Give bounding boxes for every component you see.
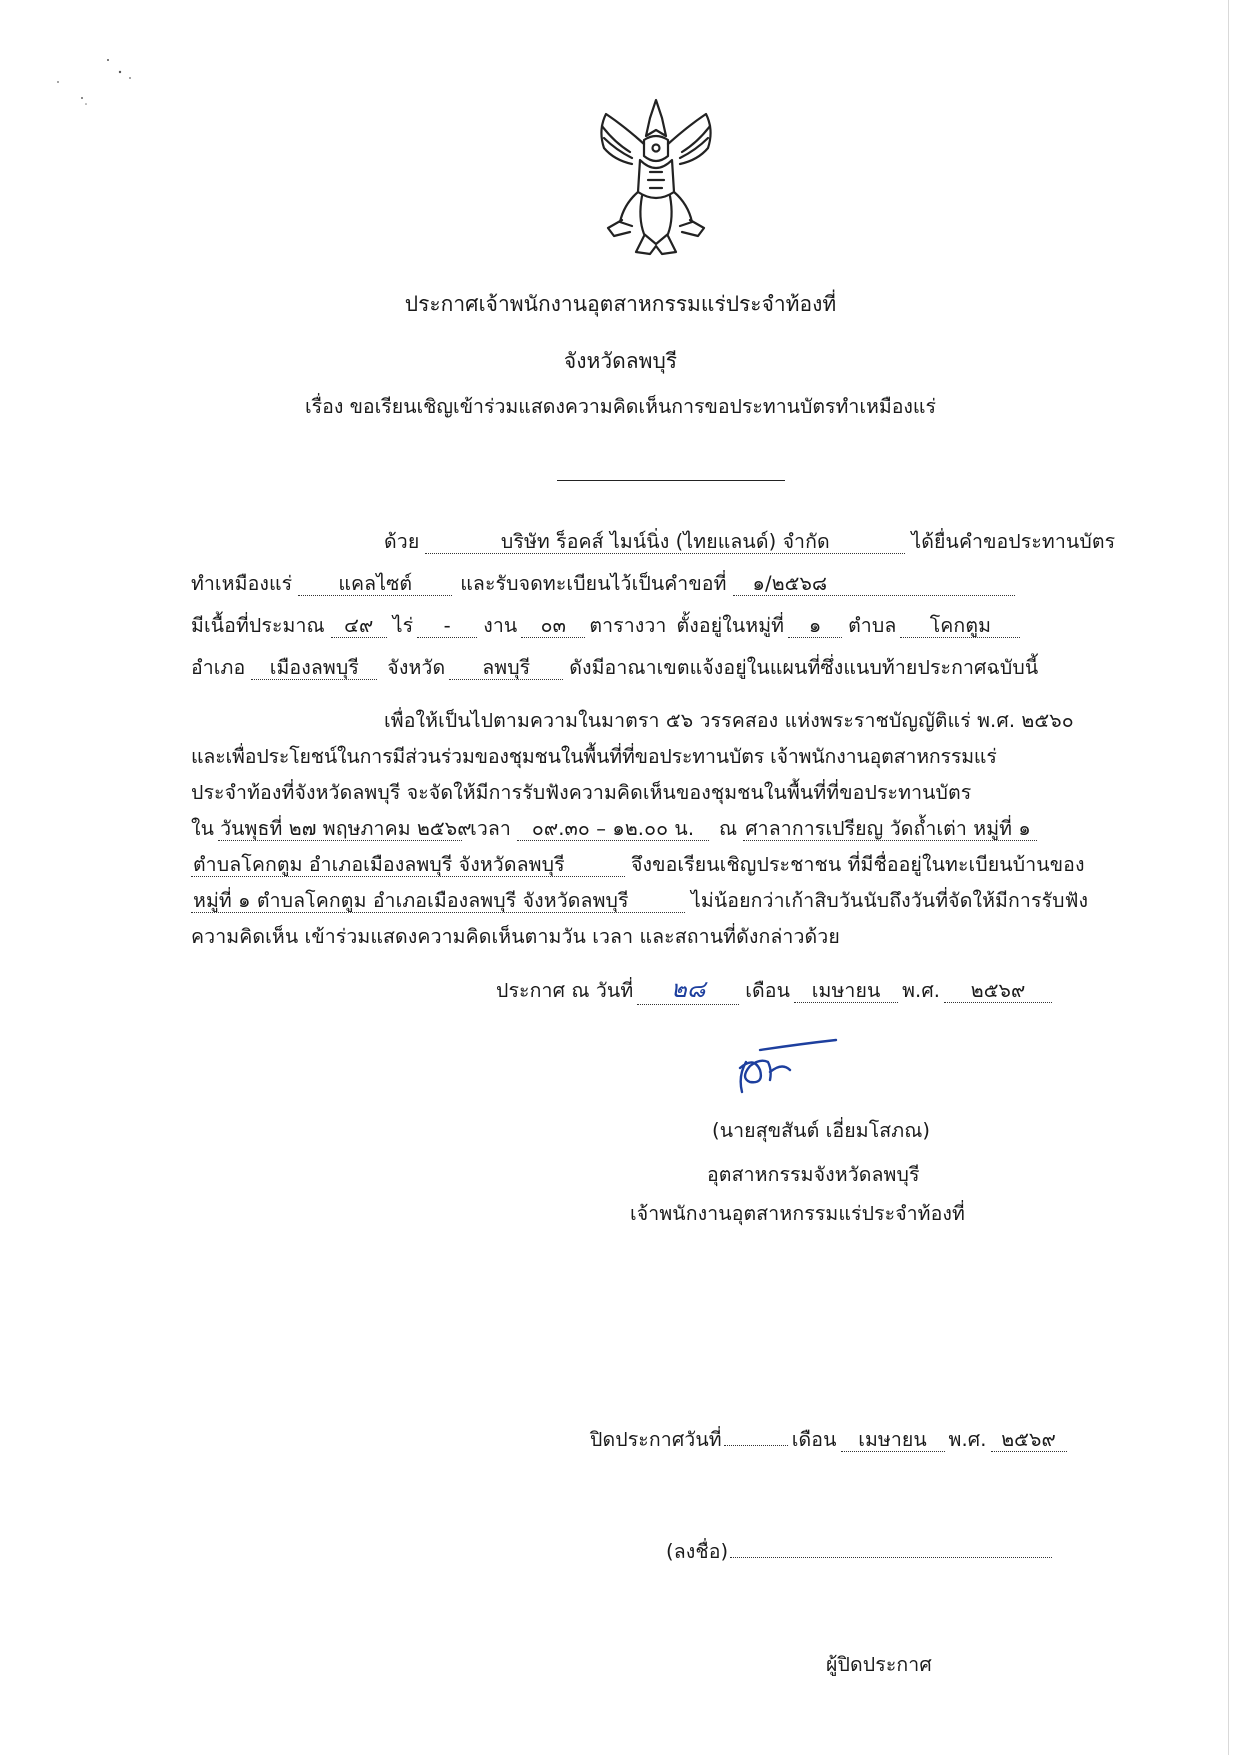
handwritten-signature (720, 1032, 840, 1102)
para2-line1: เพื่อให้เป็นไปตามความในมาตรา ๕๖ วรรคสอง แห่งพระราชบัญญัติแร่ พ.ศ. ๒๕๖๐ (384, 709, 1074, 732)
field-venue-address: ตำบลโคกตูม อำเภอเมืองลพบุรี จังหวัดลพบุรี (191, 854, 625, 877)
label-ninety-days: ไม่น้อยกว่าเก้าสิบวันนับถึงวันที่จัดให้มีการรับฟัง (691, 889, 1089, 912)
para2-line2: และเพื่อประโยชน์ในการมีส่วนร่วมของชุมชนในพื้นที่ที่ขอประทานบัตร เจ้าพนักงานอุตสาหกรรมแร่ (191, 745, 997, 768)
scan-edge (1228, 0, 1229, 1755)
field-announce-year: ๒๕๖๙ (944, 980, 1052, 1003)
label-invite-residents: จึงขอเรียนเชิญประชาชน ที่มีชื่ออยู่ในทะเบียนบ้านของ (631, 853, 1085, 876)
label-boundary-note: ดังมีอาณาเขตแจ้งอยู่ในแผนที่ซึ่งแนบท้ายประกาศฉบับนี้ (569, 656, 1039, 679)
field-hearing-date: วันพุธที่ ๒๗ พฤษภาคม ๒๕๖๙ (220, 817, 472, 840)
field-residence-area: หมู่ที่ ๑ ตำบลโคกตูม อำเภอเมืองลพบุรี จังหวัดลพบุรี (191, 890, 685, 913)
label-announced-on: ประกาศ ณ วันที่ (496, 979, 634, 1002)
label-at: ณ (718, 817, 738, 840)
field-posting-year: ๒๕๖๙ (991, 1429, 1067, 1452)
label-month: เดือน (745, 979, 791, 1002)
field-ngan: - (417, 615, 477, 638)
field-request-no: ๑/๒๕๖๘ (733, 573, 1015, 596)
label-posted-on: ปิดประกาศวันที่ (590, 1428, 722, 1451)
signer-position-1: อุตสาหกรรมจังหวัดลพบุรี (707, 1163, 920, 1186)
label-sq-wa: ตารางวา (589, 614, 667, 637)
label-filed-request: ได้ยื่นคำขอประทานบัตร (911, 530, 1116, 553)
label-time: เวลา (470, 817, 511, 840)
announcement-title: ประกาศเจ้าพนักงานอุตสาหกรรมแร่ประจำท้องที่ (404, 292, 837, 316)
poster-role: ผู้ปิดประกาศ (826, 1653, 932, 1676)
label-by: ด้วย (384, 530, 420, 553)
header-divider (557, 480, 785, 481)
para1-line1 (384, 526, 1115, 557)
para1-line4 (191, 652, 1038, 683)
field-tambon: โคกตูม (900, 615, 1020, 638)
field-mineral: แคลไซต์ (298, 573, 452, 596)
signer-position-2: เจ้าพนักงานอุตสาหกรรมแร่ประจำท้องที่ (630, 1202, 966, 1225)
para1-line3 (191, 610, 1020, 641)
label-amphoe: อำเภอ (191, 656, 246, 679)
label-signed: (ลงชื่อ) (666, 1540, 729, 1563)
field-rai: ๔๙ (331, 615, 387, 638)
para2-line6 (191, 885, 1088, 916)
label-located-moo: ตั้งอยู่ในหมู่ที่ (676, 614, 785, 637)
label-registered-as: และรับจดทะเบียนไว้เป็นคำขอที่ (460, 572, 727, 595)
label-tambon: ตำบล (848, 614, 897, 637)
announce-date-line (496, 975, 1052, 1006)
label-ngan: งาน (483, 614, 518, 637)
label-posting-be-year: พ.ศ. (948, 1428, 987, 1451)
subject-line: เรื่อง ขอเรียนเชิญเข้าร่วมแสดงความคิดเห็นการขอประทานบัตรทำเหมืองแร่ (305, 395, 936, 418)
label-province: จังหวัด (387, 656, 446, 679)
posting-sign-line (666, 1536, 1052, 1567)
field-moo: ๑ (788, 615, 842, 638)
scan-specks (40, 48, 150, 128)
field-posting-month: เมษายน (841, 1429, 945, 1452)
field-poster-signature (730, 1557, 1052, 1558)
posting-date-line (590, 1424, 1067, 1455)
field-announce-month: เมษายน (794, 980, 898, 1003)
field-company: บริษัท ร็อคส์ ไมน์นิ่ง (ไทยแลนด์) จำกัด (425, 531, 905, 554)
label-area-approx: มีเนื้อที่ประมาณ (191, 614, 325, 637)
label-be-year: พ.ศ. (902, 979, 941, 1002)
field-province: ลพบุรี (449, 657, 563, 680)
field-posting-day (724, 1445, 788, 1446)
para2-line3: ประจำท้องที่จังหวัดลพบุรี จะจัดให้มีการรับฟังความคิดเห็นของชุมชนในพื้นที่ที่ขอประทานบัตร (191, 781, 972, 804)
para2-line7: ความคิดเห็น เข้าร่วมแสดงความคิดเห็นตามวัน เวลา และสถานที่ดังกล่าวด้วย (191, 925, 840, 948)
para1-line2 (191, 568, 1015, 599)
field-venue: ศาลาการเปรียญ วัดถ้ำเต่า หมู่ที่ ๑ (743, 818, 1037, 841)
label-posting-month: เดือน (791, 1428, 837, 1451)
signer-name: (นายสุขสันต์ เอี่ยมโสภณ) (712, 1119, 931, 1142)
garuda-emblem-icon (594, 96, 718, 262)
label-on: ใน (191, 817, 215, 840)
para2-line4 (191, 813, 1037, 844)
province-title: จังหวัดลพบุรี (563, 349, 678, 373)
field-amphoe: เมืองลพบุรี (251, 657, 377, 680)
field-wa: ๐๓ (521, 615, 585, 638)
label-mining: ทำเหมืองแร่ (191, 572, 293, 595)
para2-line5 (191, 849, 1085, 880)
label-rai: ไร่ (392, 614, 414, 637)
field-hearing-time: ๐๙.๓๐ – ๑๒.๐๐ น. (517, 818, 709, 841)
field-announce-day: ๒๘ (637, 976, 739, 1005)
